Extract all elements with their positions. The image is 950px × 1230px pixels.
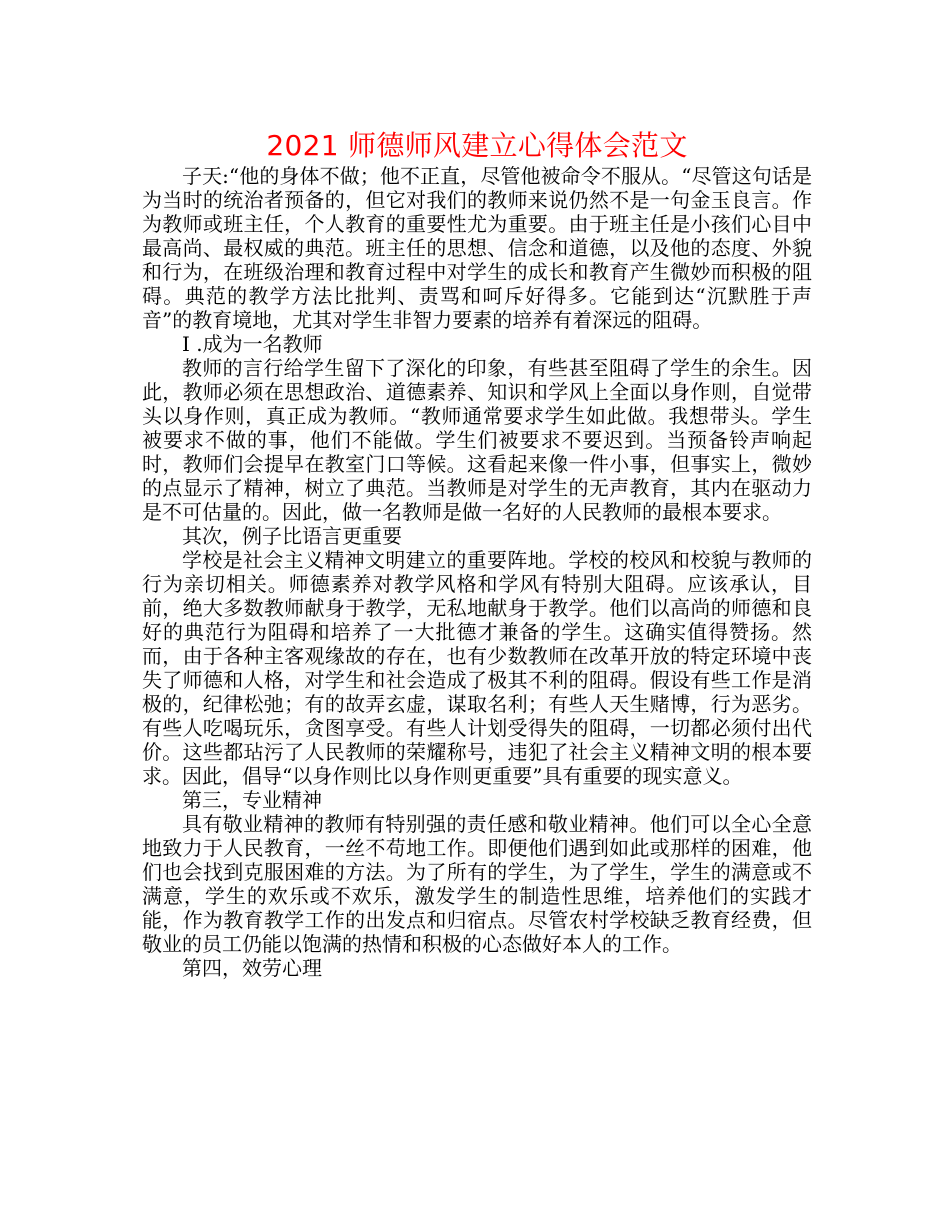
section-heading-1: I .成为一名教师 bbox=[182, 332, 323, 356]
document-title: 2021 师德师风建立心得体会范文 bbox=[266, 129, 688, 162]
paragraph-section-1: 教师的言行给学生留下了深化的印象，有些甚至阻碍了学生的余生。因此，教师必须在思想政治、道德素养、知识和学风上全面以身作则，自觉带头以身作则，真正成为教师。“教师通常要求学生如此做。我想带头。学生被要求不做的事，他们不能做。学生们被要求不要迟到。当预备铃声响起时，教师们会提早在教室门口等候。这看起来像一件小事，但事实上，微妙的点显示了精神，树立了典范。当教师是对学生的无声教育，其内在驱动力是不可估量的。因此，做一名教师是做一名好的人民教师的最根本要求。 bbox=[142, 356, 812, 524]
paragraph-section-3: 具有敬业精神的教师有特别强的责任感和敬业精神。他们可以全心全意地致力于人民教育，一丝不苟地工作。即便他们遇到如此或那样的困难，他们也会找到克服困难的方法。为了所有的学生，为了学生，学生的满意或不满意，学生的欢乐或不欢乐，激发学生的制造性思维，培养他们的实践才能，作为教育教学工作的出发点和归宿点。尽管农村学校缺乏教育经费，但敬业的员工仍能以饱满的热情和积极的心态做好本人的工作。 bbox=[142, 812, 812, 956]
paragraph-section-2: 学校是社会主义精神文明建立的重要阵地。学校的校风和校貌与教师的行为亲切相关。师德素养对教学风格和学风有特别大阻碍。应该承认，目前，绝大多数教师献身于教学，无私地献身于教学。他们以高尚的师德和良好的典范行为阻碍和培养了一大批德才兼备的学生。这确实值得赞扬。然而，由于各种主客观缘故的存在，也有少数教师在改革开放的特定环境中丧失了师德和人格，对学生和社会造成了极其不利的阻碍。假设有些工作是消极的，纪律松弛；有的故弄玄虚，谋取名利；有些人天生赌博，行为恶劣。有些人吃喝玩乐，贪图享受。有些人计划受得失的阻碍，一切都必须付出代价。这些都玷污了人民教师的荣耀称号，违犯了社会主义精神文明的根本要求。因此，倡导“以身作则比以身作则更重要”具有重要的现实意义。 bbox=[142, 548, 812, 788]
section-heading-2: 其次，例子比语言更重要 bbox=[182, 524, 402, 548]
section-heading-3: 第三，专业精神 bbox=[182, 788, 322, 812]
document-page bbox=[142, 128, 812, 980]
paragraph-intro: 子天:“他的身体不做；他不正直，尽管他被命令不服从。“尽管这句话是为当时的统治者预备的，但它对我们的教师来说仍然不是一句金玉良言。作为教师或班主任，个人教育的重要性尤为重要。由于班主任是小孩们心目中最高尚、最权威的典范。班主任的思想、信念和道德，以及他的态度、外貌和行为，在班级治理和教育过程中对学生的成长和教育产生微妙而积极的阻碍。典范的教学方法比批判、责骂和呵斥好得多。它能到达“沉默胜于声音”的教育境地，尤其对学生非智力要素的培养有着深远的阻碍。 bbox=[142, 164, 812, 332]
section-heading-4: 第四，效劳心理 bbox=[182, 956, 322, 980]
